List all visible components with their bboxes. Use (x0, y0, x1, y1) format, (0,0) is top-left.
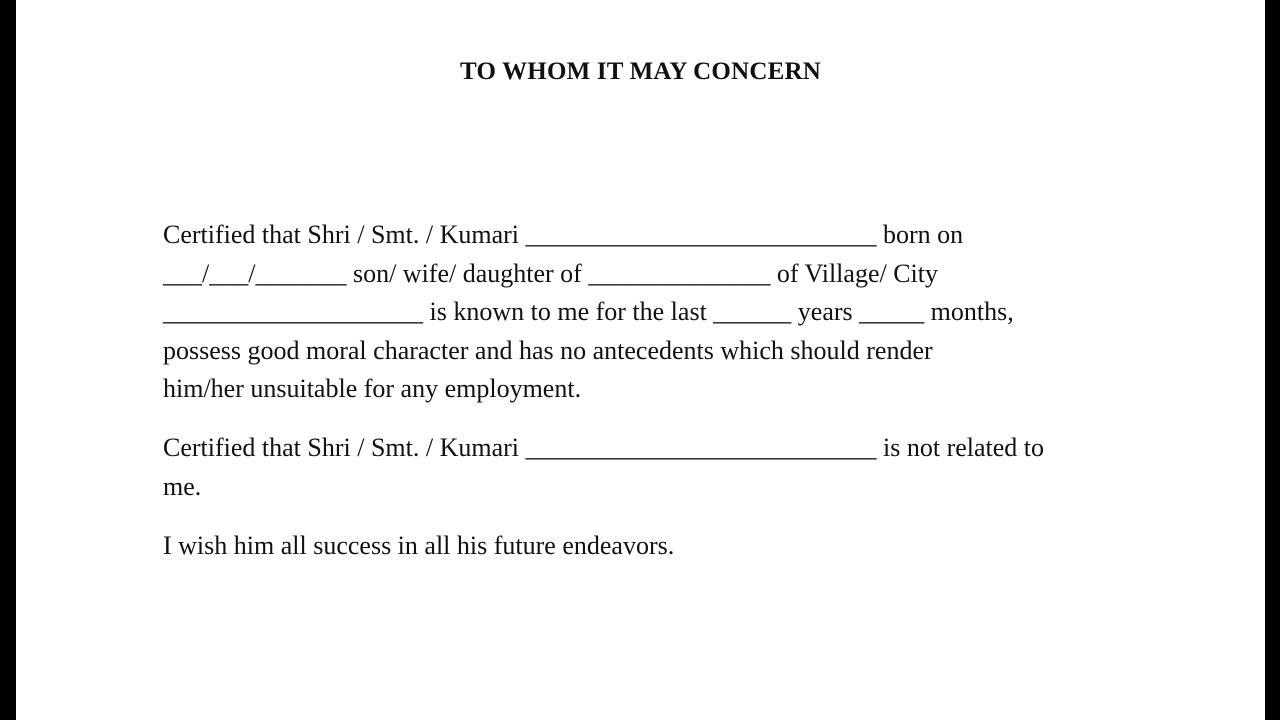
paragraph1-line2: ___/___/_______ son/ wife/ daughter of ______________ of Village/ City (163, 259, 938, 288)
document-title: TO WHOM IT MAY CONCERN (460, 58, 821, 85)
document-page (16, 0, 1265, 720)
paragraph1-line1: Certified that Shri / Smt. / Kumari ___________________________ born on (163, 220, 964, 249)
paragraph1-line3: ____________________ is known to me for the last ______ years _____ months, (163, 297, 1014, 326)
paragraph3-line1: I wish him all success in all his future endeavors. (163, 531, 675, 560)
paragraph2-line2: me. (163, 472, 202, 501)
paragraph1-line5: him/her unsuitable for any employment. (163, 374, 582, 403)
paragraph2-line1: Certified that Shri / Smt. / Kumari ___________________________ is not related to (163, 433, 1045, 462)
paragraph1-line4: possess good moral character and has no antecedents which should render (163, 336, 933, 365)
